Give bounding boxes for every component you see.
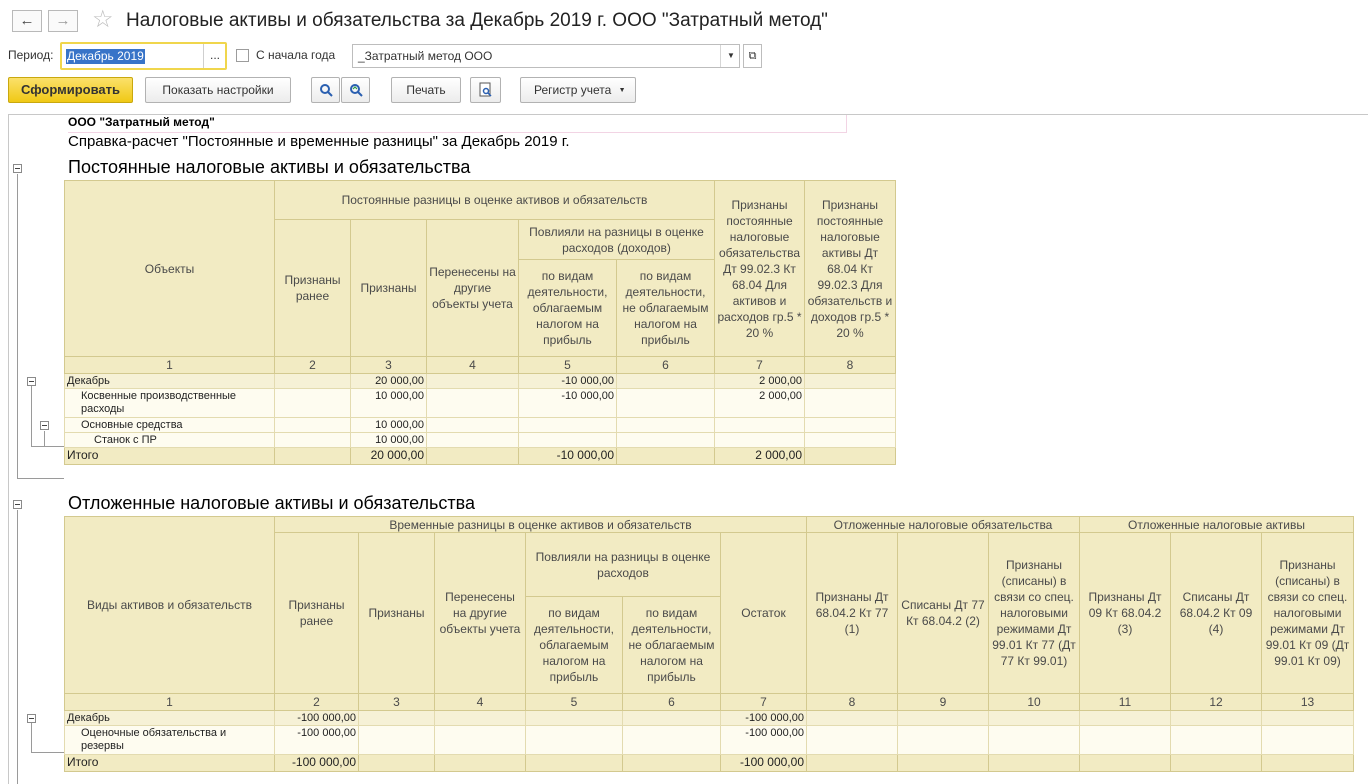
total-label: Итого — [64, 755, 275, 772]
cell — [1080, 755, 1171, 772]
col-header-taxed: по видам деятельности, облагаемым налогом на прибыль — [526, 597, 623, 694]
col-header-moved: Перенесены на другие объекты учета — [427, 220, 519, 357]
col-header-ono-special: Признаны (списаны) в связи со спец. налоговыми режимами Дт 99.01 Кт 77 (Дт 77 Кт 99.01) — [989, 533, 1080, 694]
cell — [1171, 711, 1262, 726]
col-number: 3 — [359, 694, 435, 711]
cell — [989, 711, 1080, 726]
cell — [427, 433, 519, 448]
window-title: Налоговые активы и обязательства за Декабрь 2019 г. ООО "Затратный метод" — [126, 10, 828, 31]
report-org: ООО "Затратный метод" — [68, 115, 847, 133]
col-number: 4 — [435, 694, 526, 711]
collapse-minus-icon[interactable] — [27, 377, 36, 386]
back-arrow-icon: ← — [19, 12, 35, 29]
cell — [989, 755, 1080, 772]
dropdown-arrow-icon[interactable]: ▼ — [720, 45, 741, 67]
col-group-permanent: Постоянные разницы в оценке активов и обязательств — [275, 180, 715, 220]
collapse-minus-icon[interactable] — [13, 500, 22, 509]
cell: 2 000,00 — [715, 389, 805, 418]
cell — [617, 433, 715, 448]
cell: 20 000,00 — [351, 374, 427, 389]
col-header-objects: Объекты — [64, 180, 275, 357]
cell: -10 000,00 — [519, 448, 617, 465]
col-header-pna: Признаны постоянные налоговые активы Дт 68.04 Кт 99.02.3 Для обязательств и доходов гр.5 * 20 % — [805, 180, 896, 357]
from-start-label[interactable]: С начала года — [256, 48, 336, 62]
search-icon — [319, 83, 333, 97]
cell — [275, 418, 351, 433]
cell — [435, 755, 526, 772]
cell: -100 000,00 — [275, 711, 359, 726]
cell — [898, 711, 989, 726]
collapse-minus-icon[interactable] — [27, 714, 36, 723]
cell — [1080, 726, 1171, 755]
from-start-checkbox[interactable] — [236, 49, 249, 62]
cell — [427, 374, 519, 389]
show-settings-button[interactable]: Показать настройки — [145, 77, 291, 103]
search-refresh-icon — [349, 83, 363, 97]
col-number: 3 — [351, 357, 427, 374]
cell — [526, 755, 623, 772]
cell: 10 000,00 — [351, 389, 427, 418]
cell — [359, 755, 435, 772]
cell — [1262, 726, 1354, 755]
search-refresh-button[interactable] — [341, 77, 370, 103]
cell — [435, 711, 526, 726]
col-header-kinds: Виды активов и обязательств — [64, 516, 275, 694]
cell — [427, 418, 519, 433]
cell — [1262, 755, 1354, 772]
cell — [519, 433, 617, 448]
col-group-temporary: Временные разницы в оценке активов и обязательств — [275, 516, 807, 533]
col-header-ono-recognized: Признаны Дт 68.04.2 Кт 77 (1) — [807, 533, 898, 694]
report-area[interactable] — [8, 114, 1368, 784]
cell — [1171, 755, 1262, 772]
cell: -100 000,00 — [275, 755, 359, 772]
cell — [275, 374, 351, 389]
cell — [427, 389, 519, 418]
col-header-recognized-before: Признаны ранее — [275, 220, 351, 357]
col-number: 5 — [519, 357, 617, 374]
cell — [805, 433, 896, 448]
cell — [623, 755, 721, 772]
col-header-not-taxed: по видам деятельности, не облагаемым налогом на прибыль — [617, 260, 715, 357]
col-number: 5 — [526, 694, 623, 711]
row-name: Декабрь — [64, 374, 275, 389]
col-header-pno: Признаны постоянные налоговые обязательства Дт 99.02.3 Кт 68.04 Для активов и расходов гр.5 * 20 % — [715, 180, 805, 357]
col-number: 10 — [989, 694, 1080, 711]
row-name: Декабрь — [64, 711, 275, 726]
cell — [807, 755, 898, 772]
cell — [623, 711, 721, 726]
period-field[interactable] — [60, 42, 227, 70]
col-header-recognized: Признаны — [359, 533, 435, 694]
cell — [275, 448, 351, 465]
cell: -100 000,00 — [721, 726, 807, 755]
cell — [898, 726, 989, 755]
cell — [715, 418, 805, 433]
cell — [715, 433, 805, 448]
period-select-button[interactable]: ... — [203, 44, 226, 68]
row-name: Оценочные обязательства и резервы — [64, 726, 275, 755]
cell — [1080, 711, 1171, 726]
cell — [617, 418, 715, 433]
row-name: Станок с ПР — [64, 433, 275, 448]
open-link-icon[interactable]: ⧉ — [743, 44, 762, 68]
section1-heading: Постоянные налоговые активы и обязательства — [68, 157, 471, 177]
section2-heading: Отложенные налоговые активы и обязательства — [68, 493, 476, 513]
col-header-ono-written-off: Списаны Дт 77 Кт 68.04.2 (2) — [898, 533, 989, 694]
cell — [805, 418, 896, 433]
cell — [275, 433, 351, 448]
col-number: 4 — [427, 357, 519, 374]
cell — [519, 418, 617, 433]
cell — [275, 389, 351, 418]
col-number: 2 — [275, 694, 359, 711]
col-header-not-taxed: по видам деятельности, не облагаемым налогом на прибыль — [623, 597, 721, 694]
col-number: 6 — [617, 357, 715, 374]
cell: -100 000,00 — [721, 755, 807, 772]
cell — [805, 374, 896, 389]
col-number: 8 — [805, 357, 896, 374]
col-header-recognized: Признаны — [351, 220, 427, 357]
forward-arrow-icon: → — [55, 12, 71, 29]
col-header-ona-written-off: Списаны Дт 68.04.2 Кт 09 (4) — [1171, 533, 1262, 694]
cell — [617, 389, 715, 418]
favorite-star-icon[interactable]: ☆ — [92, 6, 114, 33]
collapse-minus-icon[interactable] — [40, 421, 49, 430]
col-number: 9 — [898, 694, 989, 711]
back-button[interactable] — [12, 10, 42, 32]
organization-field[interactable] — [352, 44, 740, 68]
cell: -100 000,00 — [721, 711, 807, 726]
register-label: Регистр учета — [534, 83, 612, 97]
cell — [1262, 711, 1354, 726]
col-header-recognized-before: Признаны ранее — [275, 533, 359, 694]
period-label: Период: — [8, 48, 54, 62]
cell — [526, 711, 623, 726]
register-button[interactable] — [520, 77, 636, 103]
chevron-down-icon: ▼ — [618, 86, 626, 94]
row-name: Косвенные производственные расходы — [64, 389, 275, 418]
col-number: 2 — [275, 357, 351, 374]
col-header-ona-special: Признаны (списаны) в связи со спец. налоговыми режимами Дт 99.01 Кт 09 (Дт 99.01 Кт 09) — [1262, 533, 1354, 694]
cell — [359, 711, 435, 726]
col-number: 6 — [623, 694, 721, 711]
print-button[interactable]: Печать — [391, 77, 461, 103]
col-number: 7 — [715, 357, 805, 374]
cell — [617, 448, 715, 465]
form-button[interactable]: Сформировать — [8, 77, 133, 103]
cell — [359, 726, 435, 755]
cell — [617, 374, 715, 389]
cell — [898, 755, 989, 772]
col-header-moved: Перенесены на другие объекты учета — [435, 533, 526, 694]
total-label: Итого — [64, 448, 275, 465]
cell: 2 000,00 — [715, 374, 805, 389]
cell — [805, 389, 896, 418]
col-number: 8 — [807, 694, 898, 711]
col-header-ona-recognized: Признаны Дт 09 Кт 68.04.2 (3) — [1080, 533, 1171, 694]
row-name: Основные средства — [64, 418, 275, 433]
cell — [807, 711, 898, 726]
cell: -100 000,00 — [275, 726, 359, 755]
preview-icon — [479, 82, 493, 98]
cell — [526, 726, 623, 755]
cell: -10 000,00 — [519, 389, 617, 418]
col-number: 12 — [1171, 694, 1262, 711]
collapse-minus-icon[interactable] — [13, 164, 22, 173]
col-group-affected: Повлияли на разницы в оценке расходов — [526, 533, 721, 597]
col-number: 11 — [1080, 694, 1171, 711]
col-group-affected: Повлияли на разницы в оценке расходов (доходов) — [519, 220, 715, 260]
cell — [805, 448, 896, 465]
cell — [807, 726, 898, 755]
cell: 10 000,00 — [351, 418, 427, 433]
search-button[interactable] — [311, 77, 340, 103]
cell: 20 000,00 — [351, 448, 427, 465]
cell: 10 000,00 — [351, 433, 427, 448]
col-group-ono: Отложенные налоговые обязательства — [807, 516, 1080, 533]
cell — [427, 448, 519, 465]
col-header-taxed: по видам деятельности, облагаемым налогом на прибыль — [519, 260, 617, 357]
col-number: 1 — [64, 357, 275, 374]
forward-button[interactable] — [48, 10, 78, 32]
period-value[interactable]: Декабрь 2019 — [67, 49, 144, 63]
cell — [435, 726, 526, 755]
col-number: 7 — [721, 694, 807, 711]
col-header-balance: Остаток — [721, 533, 807, 694]
cell — [623, 726, 721, 755]
cell: -10 000,00 — [519, 374, 617, 389]
col-number: 13 — [1262, 694, 1354, 711]
preview-button[interactable] — [470, 77, 501, 103]
report-title: Справка-расчет "Постоянные и временные разницы" за Декабрь 2019 г. — [68, 133, 570, 150]
cell — [989, 726, 1080, 755]
col-group-ona: Отложенные налоговые активы — [1080, 516, 1354, 533]
col-number: 1 — [64, 694, 275, 711]
cell — [1171, 726, 1262, 755]
cell: 2 000,00 — [715, 448, 805, 465]
organization-value: _Затратный метод ООО — [358, 49, 493, 63]
